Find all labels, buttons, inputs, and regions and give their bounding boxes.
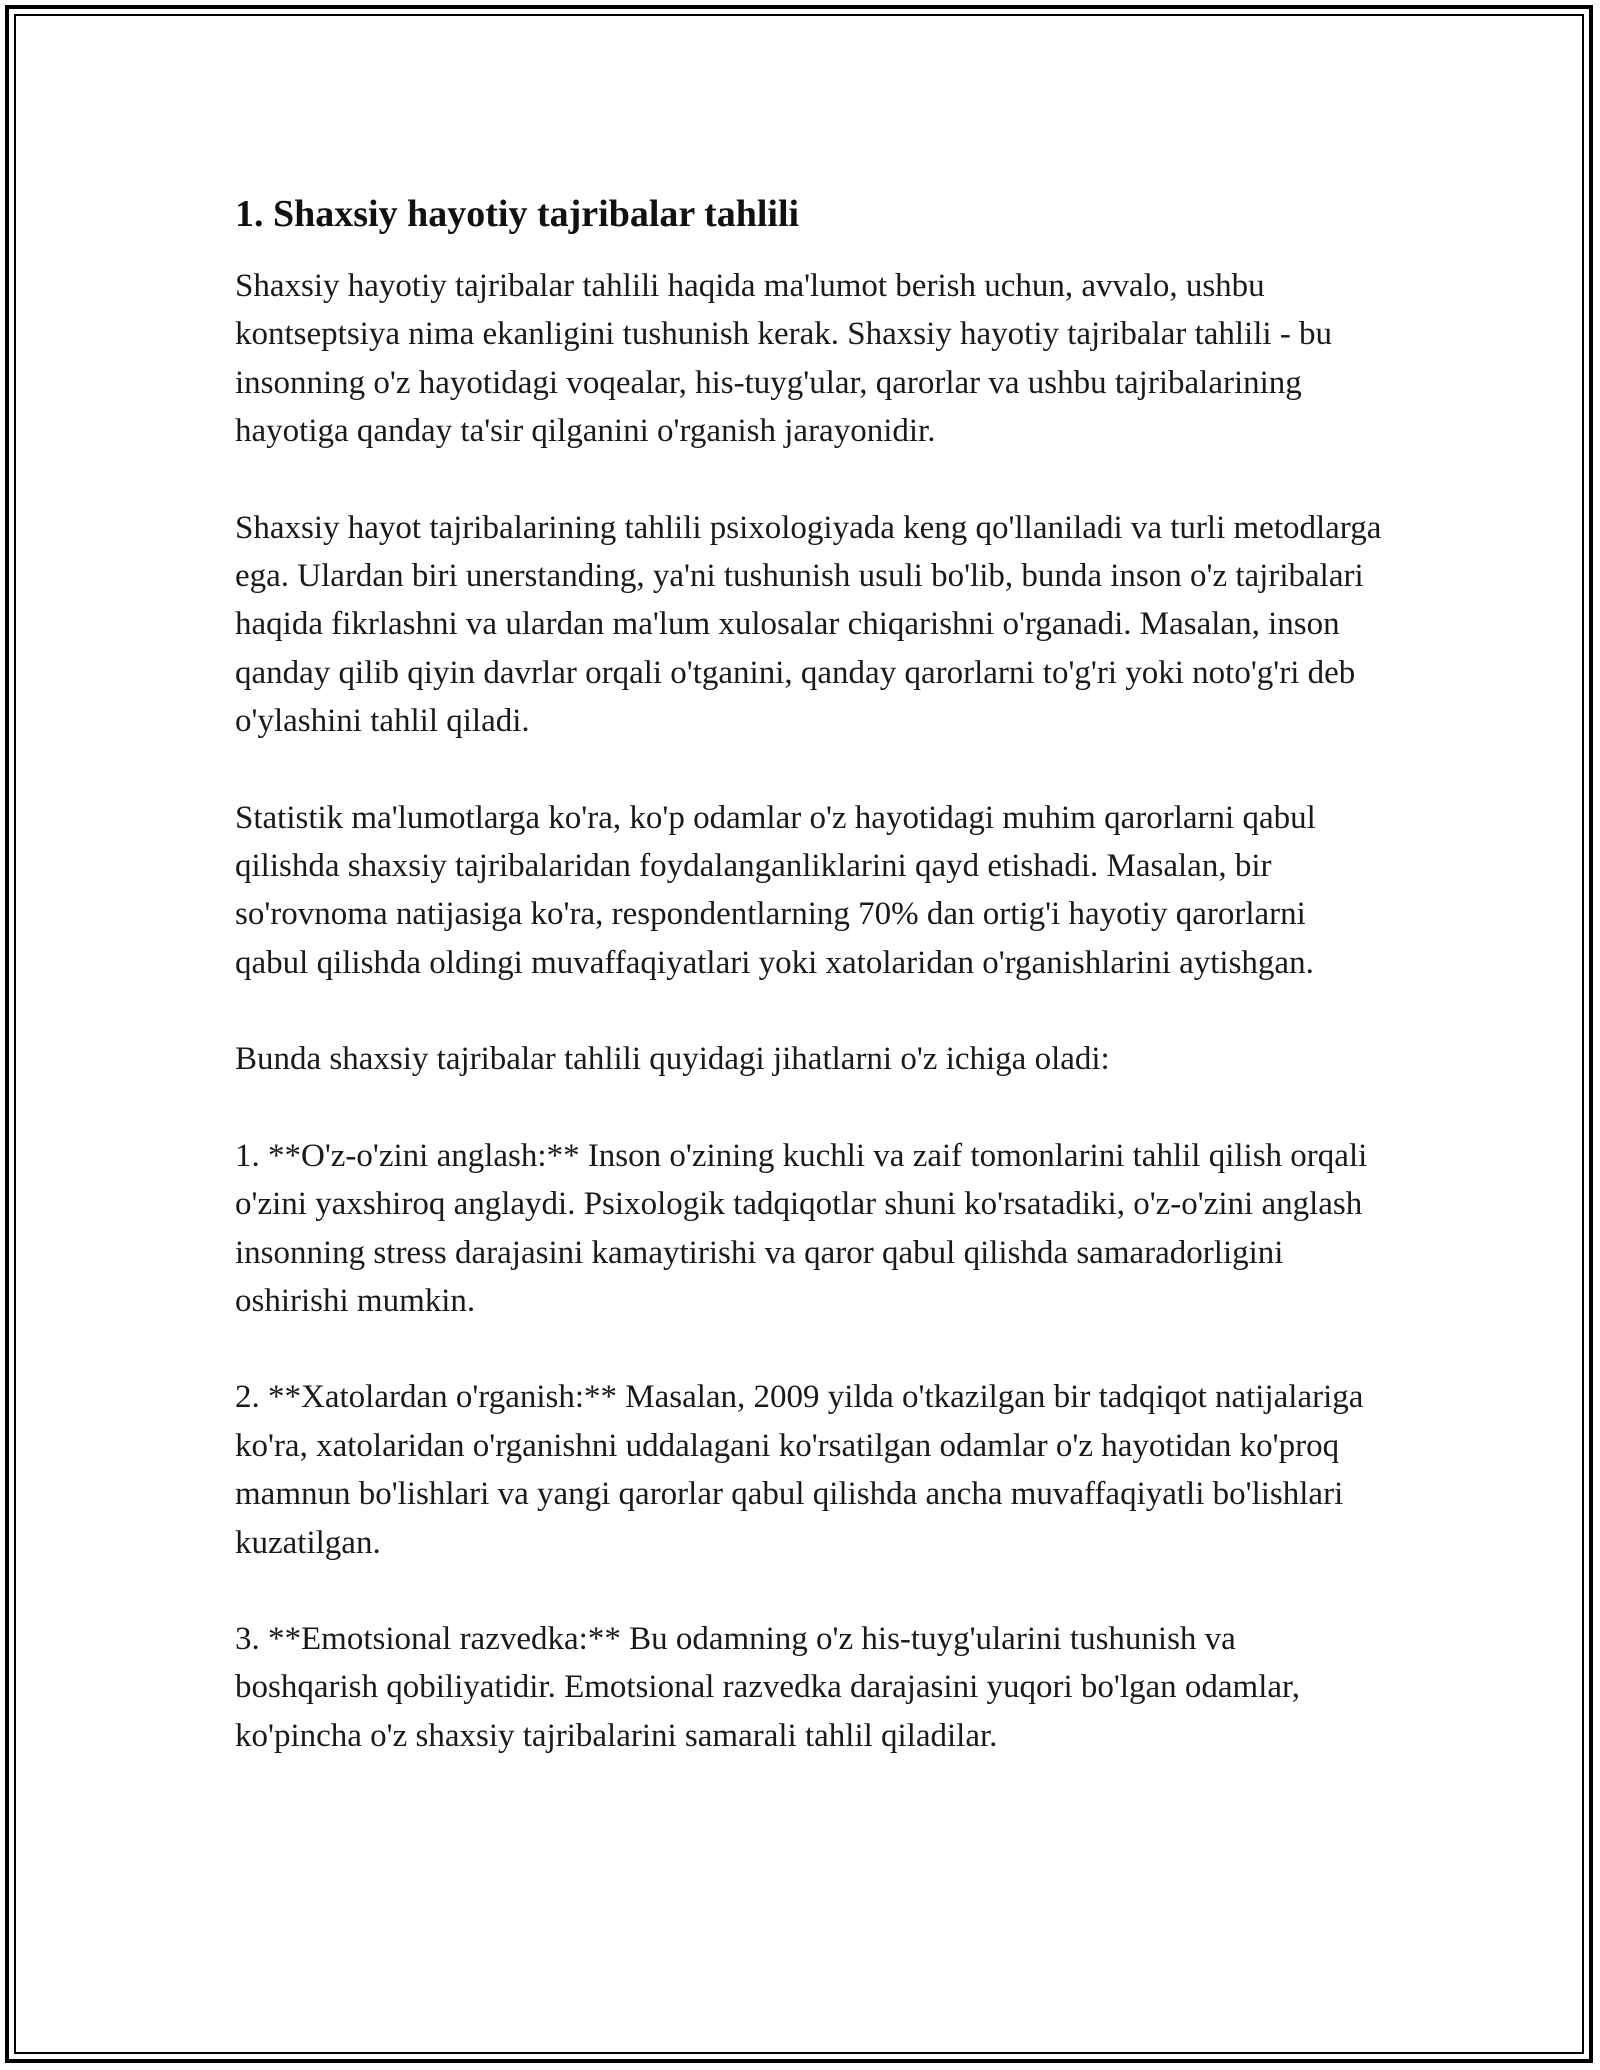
paragraph-aspects-intro: Bunda shaxsiy tajribalar tahlili quyidagi jihatlarni o'z ichiga oladi: (235, 1041, 1110, 1078)
document-body (235, 188, 1385, 1808)
paragraph-statistics: Statistik ma'lumotlarga ko'ra, ko'p odamlar o'z hayotidagi muhim qarorlarni qabul qilishda shaxsiy tajribalaridan foydalanganliklarini qayd etishadi. Masalan, bir so'rovnoma natijasiga ko'ra, respondentlarning 70% dan ortig'i hayotiy qarorlarni qabul qilishda oldingi muvaffaqiyatlari yoki xatolaridan o'rganishlarini aytishgan. (235, 799, 1316, 981)
list-item-learning-from-mistakes: 2. **Xatolardan o'rganish:** Masalan, 2009 yilda o'tkazilgan bir tadqiqot natijalariga ko'ra, xatolaridan o'rganishni uddalagani ko'rsatilgan odamlar o'z hayotidan ko'proq mamnun bo'lishlari va yangi qarorlar qabul qilishda ancha muvaffaqiyatli bo'lishlari kuzatilgan. (235, 1379, 1364, 1561)
section-heading: 1. Shaxsiy hayotiy tajribalar tahlili (235, 193, 800, 235)
list-item-self-awareness: 1. **O'z-o'zini anglash:** Inson o'zining kuchli va zaif tomonlarini tahlil qilish orqali o'zini yaxshiroq anglaydi. Psixologik tadqiqotlar shuni ko'rsatadiki, o'z-o'zini anglash insonning stress darajasini kamaytirishi va qaror qabul qilishda samaradorligini oshirishi mumkin. (235, 1137, 1368, 1319)
paragraph-methods: Shaxsiy hayot tajribalarining tahlili psixologiyada keng qo'llaniladi va turli metodlarga ega. Ulardan biri unerstanding, ya'ni tushunish usuli bo'lib, bunda inson o'z tajribalari haqida fikrlashni va ulardan ma'lum xulosalar chiqarishni o'rganadi. Masalan, inson qanday qilib qiyin davrlar orqali o'tganini, qanday qarorlarni to'g'ri yoki noto'g'ri deb o'ylashini tahlil qiladi. (235, 509, 1382, 740)
paragraph-intro: Shaxsiy hayotiy tajribalar tahlili haqida ma'lumot berish uchun, avvalo, ushbu kontseptsiya nima ekanligini tushunish kerak. Shaxsiy hayotiy tajribalar tahlili - bu insonning o'z hayotidagi voqealar, his-tuyg'ular, qarorlar va ushbu tajribalarining hayotiga qanday ta'sir qilganini o'rganish jarayonidir. (235, 268, 1333, 450)
list-item-emotional-intelligence: 3. **Emotsional razvedka:** Bu odamning o'z his-tuyg'ularini tushunish va boshqarish qobiliyatidir. Emotsional razvedka darajasini yuqori bo'lgan odamlar, ko'pincha o'z shaxsiy tajribalarini samarali tahlil qiladilar. (235, 1620, 1300, 1754)
